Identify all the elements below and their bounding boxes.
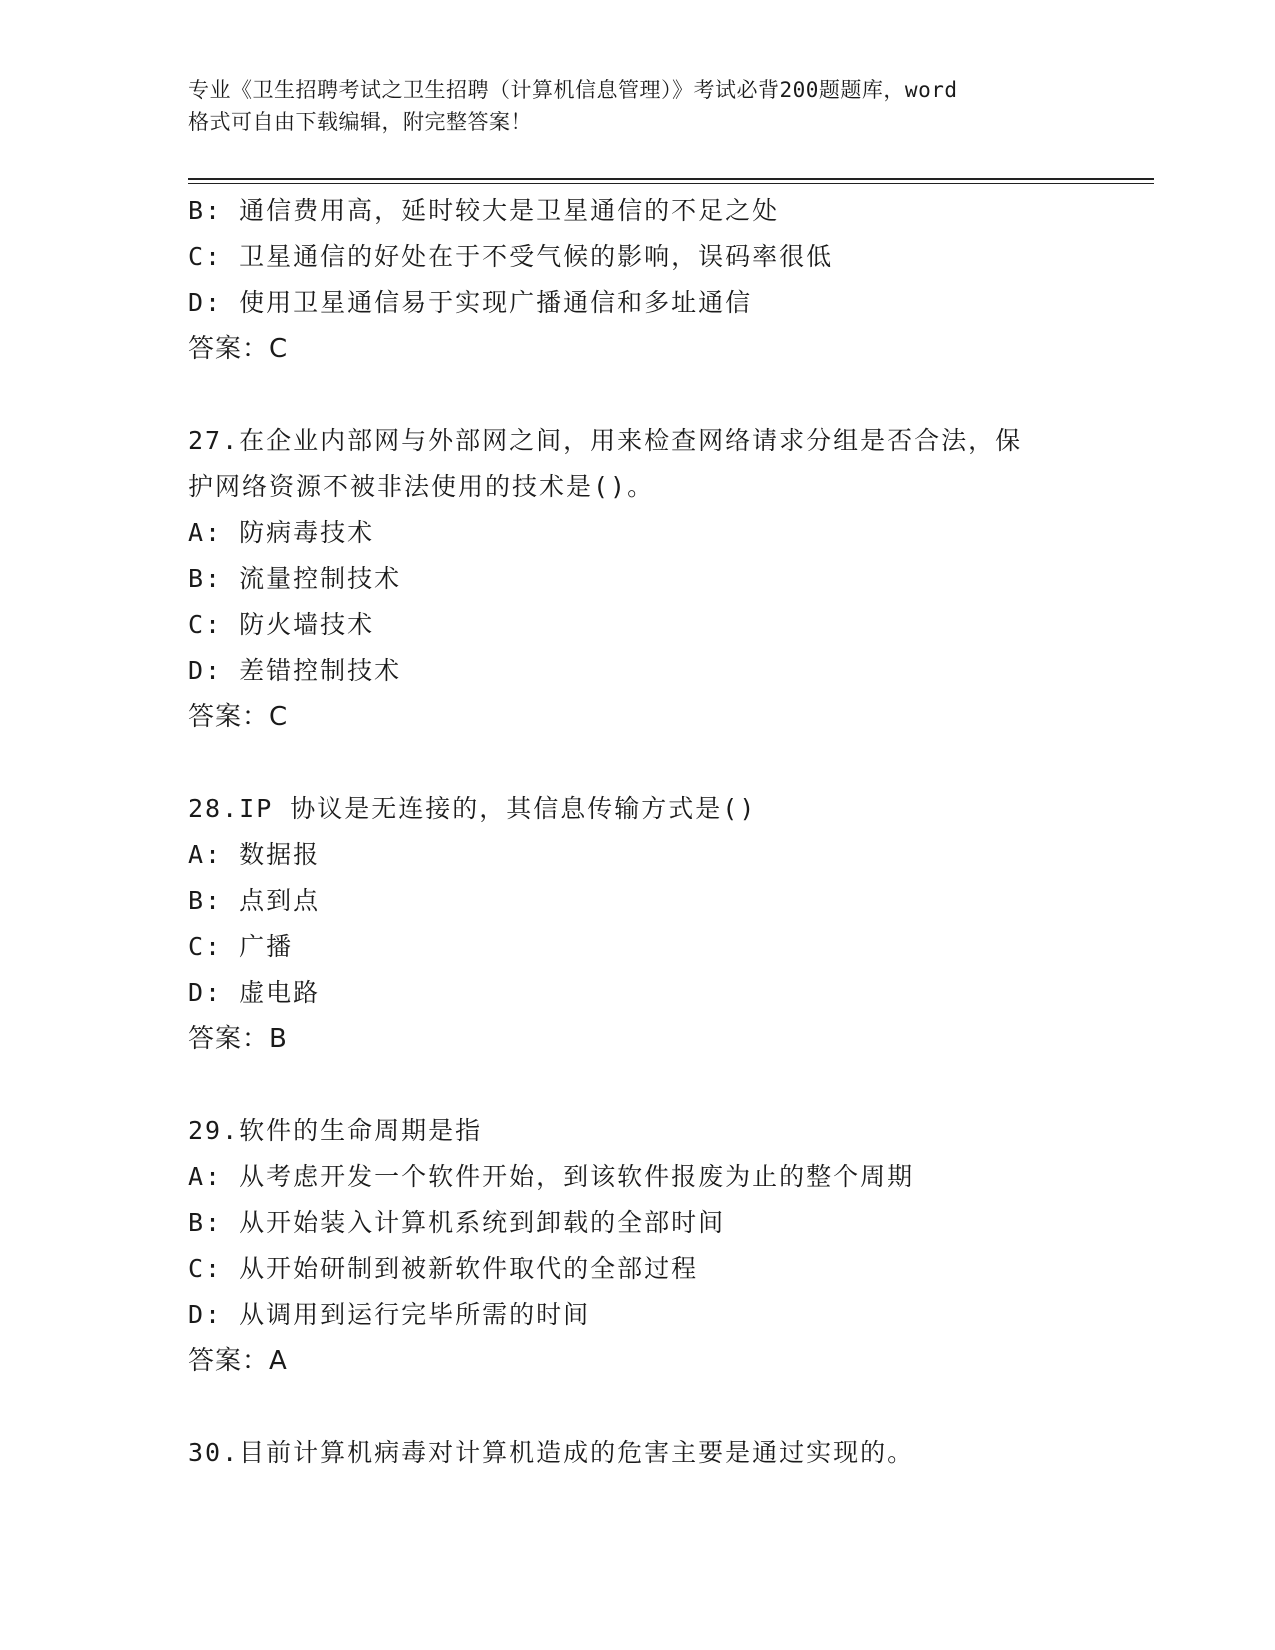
answer-line: 答案：C xyxy=(188,702,289,732)
option-a: A: 从考虑开发一个软件开始，到该软件报废为止的整个周期 xyxy=(188,1162,915,1191)
option-b: B: 通信费用高，延时较大是卫星通信的不足之处 xyxy=(188,196,780,225)
option-d: D: 使用卫星通信易于实现广播通信和多址通信 xyxy=(188,288,753,317)
option-c: C: 广播 xyxy=(188,932,294,961)
question-spacer xyxy=(188,372,1088,418)
question-list xyxy=(188,188,1088,1476)
header-divider-thick xyxy=(188,178,1154,180)
answer-line: 答案：A xyxy=(188,1346,288,1376)
question-block xyxy=(188,786,1088,1062)
option-c: C: 防火墙技术 xyxy=(188,610,375,639)
option-d: D: 虚电路 xyxy=(188,978,321,1007)
question-block xyxy=(188,1108,1088,1384)
document-header xyxy=(188,74,1088,138)
question-spacer xyxy=(188,1384,1088,1430)
option-c: C: 卫星通信的好处在于不受气候的影响，误码率很低 xyxy=(188,242,834,271)
question-block xyxy=(188,188,1088,372)
question-stem: 29.软件的生命周期是指 xyxy=(188,1116,483,1145)
option-a: A: 数据报 xyxy=(188,840,321,869)
question-block xyxy=(188,1430,1088,1476)
question-spacer xyxy=(188,740,1088,786)
option-a: A: 防病毒技术 xyxy=(188,518,375,547)
answer-line: 答案：B xyxy=(188,1024,288,1054)
option-b: B: 流量控制技术 xyxy=(188,564,402,593)
question-spacer xyxy=(188,1062,1088,1108)
header-divider-thin xyxy=(188,183,1154,184)
header-line-2: 格式可自由下载编辑，附完整答案！ xyxy=(188,110,532,134)
question-stem: 28.IP 协议是无连接的，其信息传输方式是() xyxy=(188,794,757,823)
question-block xyxy=(188,418,1088,740)
answer-line: 答案：C xyxy=(188,334,289,364)
option-b: B: 从开始装入计算机系统到卸载的全部时间 xyxy=(188,1208,726,1237)
question-stem: 27.在企业内部网与外部网之间，用来检查网络请求分组是否合法，保 xyxy=(188,426,1023,455)
option-b: B: 点到点 xyxy=(188,886,321,915)
option-d: D: 从调用到运行完毕所需的时间 xyxy=(188,1300,591,1329)
header-line-1: 专业《卫生招聘考试之卫生招聘（计算机信息管理）》考试必背200题题库，word xyxy=(188,78,958,102)
question-stem: 护网络资源不被非法使用的技术是()。 xyxy=(188,472,655,501)
option-d: D: 差错控制技术 xyxy=(188,656,402,685)
question-stem: 30.目前计算机病毒对计算机造成的危害主要是通过实现的。 xyxy=(188,1438,915,1467)
option-c: C: 从开始研制到被新软件取代的全部过程 xyxy=(188,1254,699,1283)
